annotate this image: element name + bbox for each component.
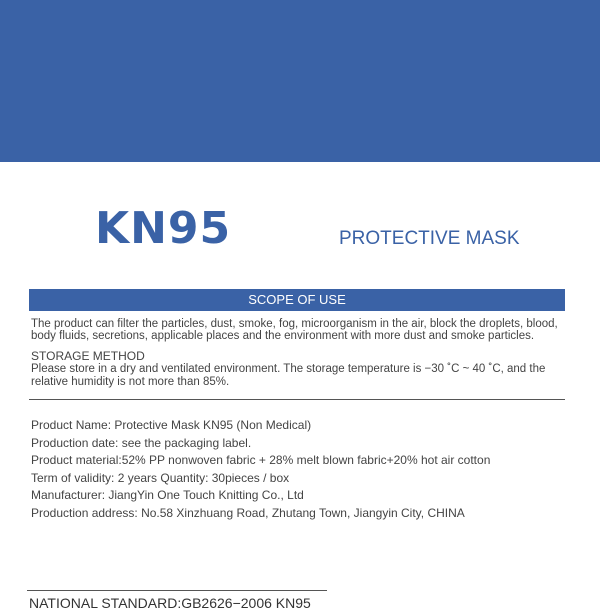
term-of-validity: Term of validity: 2 years Quantity: 30pieces / box <box>31 470 290 485</box>
production-address: Production address: No.58 Xinzhuang Road, Zhutang Town, Jiangyin City, CHINA <box>31 505 465 520</box>
header-color-band <box>0 0 600 162</box>
product-subtitle: PROTECTIVE MASK <box>339 228 520 249</box>
national-standard: NATIONAL STANDARD:GB2626−2006 KN95 <box>29 595 311 611</box>
scope-section-header: SCOPE OF USE <box>29 289 565 311</box>
storage-description: Please store in a dry and ventilated environment. The storage temperature is −30 ˚C ~ 40 ˚C, and the relative humidity is not more than 85%. <box>31 363 546 388</box>
standard-divider <box>27 590 327 591</box>
storage-heading: STORAGE METHOD <box>31 349 145 363</box>
manufacturer: Manufacturer: JiangYin One Touch Knitting Co., Ltd <box>31 488 304 502</box>
section-divider <box>29 399 565 400</box>
product-info-list <box>31 417 571 522</box>
production-date: Production date: see the packaging label. <box>31 435 252 450</box>
scope-description: The product can filter the particles, dust, smoke, fog, microorganism in the air, block the droplets, blood, body fluids, secretions, applicable places and the environment with more dust and smoke particles. <box>31 318 558 342</box>
brand-title: KN95 <box>95 203 232 254</box>
product-name: Product Name: Protective Mask KN95 (Non Medical) <box>31 418 312 432</box>
product-material: Product material:52% PP nonwoven fabric + 28% melt blown fabric+20% hot air cotton <box>31 453 491 467</box>
